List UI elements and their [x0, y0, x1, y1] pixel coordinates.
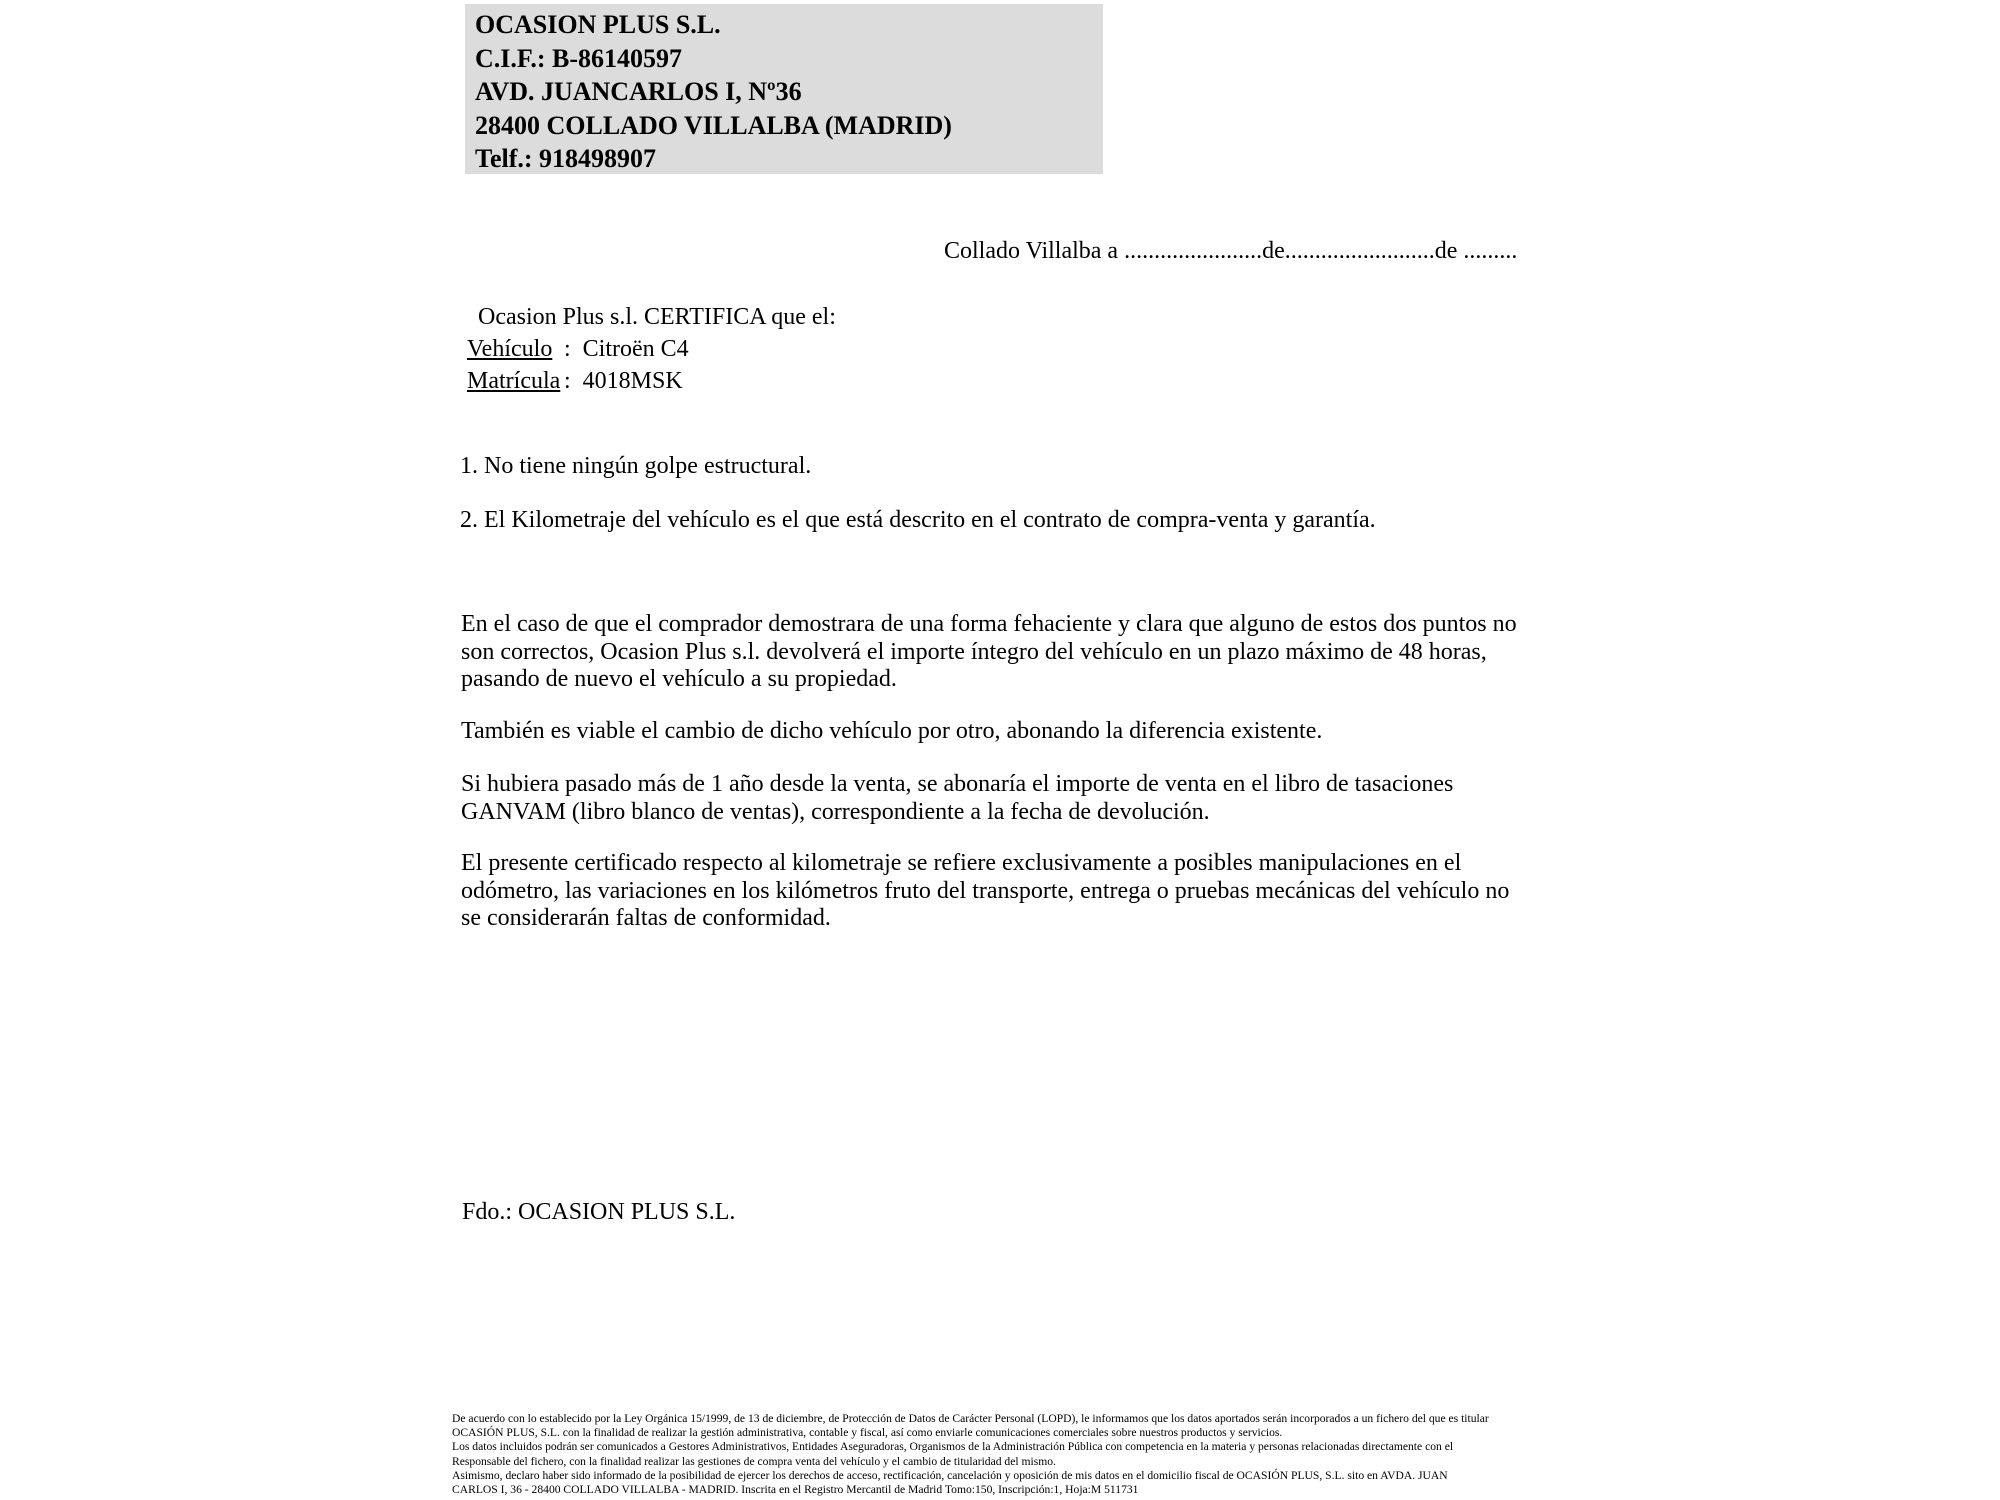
certification-block	[467, 301, 836, 397]
footer-line: Los datos incluidos podrán ser comunicados a Gestores Administrativos, Entidades Aseguradoras, Organismos de la Administración Pública con competencia en la materia y personas relacionadas directamente con el	[452, 1440, 1454, 1454]
company-header-box	[465, 4, 1103, 174]
paragraph-exchange	[461, 718, 1322, 746]
clause-2: 2. El Kilometraje del vehículo es el que está descrito en el contrato de compra-venta y garantía.	[460, 507, 1376, 533]
paragraph-refund	[461, 611, 1517, 694]
paragraph-line: También es viable el cambio de dicho vehículo por otro, abonando la diferencia existente.	[461, 718, 1323, 744]
company-cif: C.I.F.: B-86140597	[475, 43, 683, 73]
company-address: AVD. JUANCARLOS I, Nº36	[475, 77, 802, 106]
company-city: 28400 COLLADO VILLALBA (MADRID)	[475, 110, 952, 140]
vehicle-label: Vehículo	[467, 336, 553, 362]
date-line: Collado Villalba a .......................de.........................de .........	[944, 238, 1518, 264]
paragraph-line: Si hubiera pasado más de 1 año desde la venta, se abonaría el importe de venta en el libro de tasaciones	[461, 771, 1454, 797]
footer-line: OCASIÓN PLUS, S.L. con la finalidad de realizar la gestión administrativa, contable y fiscal, así como enviarle comunicaciones comerciales sobre nuestros productos y servicios.	[452, 1426, 1283, 1440]
company-name: OCASION PLUS S.L.	[475, 10, 721, 39]
footer-line: Responsable del fichero, con la finalidad realizar las gestiones de compra venta del vehículo y el cambio de titularidad del mismo.	[452, 1454, 1056, 1468]
paragraph-line: se considerarán faltas de conformidad.	[461, 905, 831, 932]
plate-label: Matrícula	[467, 368, 561, 394]
plate-field	[467, 365, 836, 397]
plate-value: 4018MSK	[582, 368, 683, 394]
paragraph-line: GANVAM (libro blanco de ventas), correspondiente a la fecha de devolución.	[461, 798, 1210, 825]
certification-intro: Ocasion Plus s.l. CERTIFICA que el:	[478, 304, 836, 330]
paragraph-line: odómetro, las variaciones en los kilómetros fruto del transporte, entrega o pruebas mecánicas del vehículo no	[461, 877, 1510, 904]
vehicle-colon: :	[564, 336, 571, 362]
legal-footer	[452, 1412, 1489, 1497]
plate-colon: :	[564, 368, 571, 394]
paragraph-line: En el caso de que el comprador demostrara de una forma fehaciente y clara que alguno de estos dos puntos no	[461, 611, 1517, 637]
signature-line: Fdo.: OCASION PLUS S.L.	[462, 1199, 736, 1225]
paragraph-ganvam	[461, 771, 1453, 826]
paragraph-odometer	[461, 850, 1509, 933]
paragraph-line: pasando de nuevo el vehículo a su propiedad.	[461, 666, 897, 693]
clause-1: 1. No tiene ningún golpe estructural.	[460, 453, 812, 479]
footer-line: Asimismo, declaro haber sido informado de la posibilidad de ejercer los derechos de acceso, rectificación, cancelación y oposición de mis datos en el domicilio fiscal de OCASIÓN PLUS, S.L. sito en AVDA. JUAN	[452, 1468, 1448, 1482]
footer-line: De acuerdo con lo establecido por la Ley Orgánica 15/1999, de 13 de diciembre, de Protección de Datos de Carácter Personal (LOPD), le informamos que los datos aportados serán incorporados a un fichero del que es titular	[452, 1412, 1489, 1425]
vehicle-value: Citroën C4	[582, 336, 689, 362]
paragraph-line: El presente certificado respecto al kilometraje se refiere exclusivamente a posibles manipulaciones en el	[461, 850, 1462, 876]
footer-line: CARLOS I, 36 - 28400 COLLADO VILLALBA - MADRID. Inscrita en el Registro Mercantil de Madrid Tomo:150, Inscripción:1, Hoja:M 511731	[452, 1483, 1139, 1497]
paragraph-line: son correctos, Ocasion Plus s.l. devolverá el importe íntegro del vehículo en un plazo máximo de 48 horas,	[461, 638, 1487, 665]
vehicle-field	[467, 333, 836, 365]
company-phone: Telf.: 918498907	[475, 144, 657, 173]
